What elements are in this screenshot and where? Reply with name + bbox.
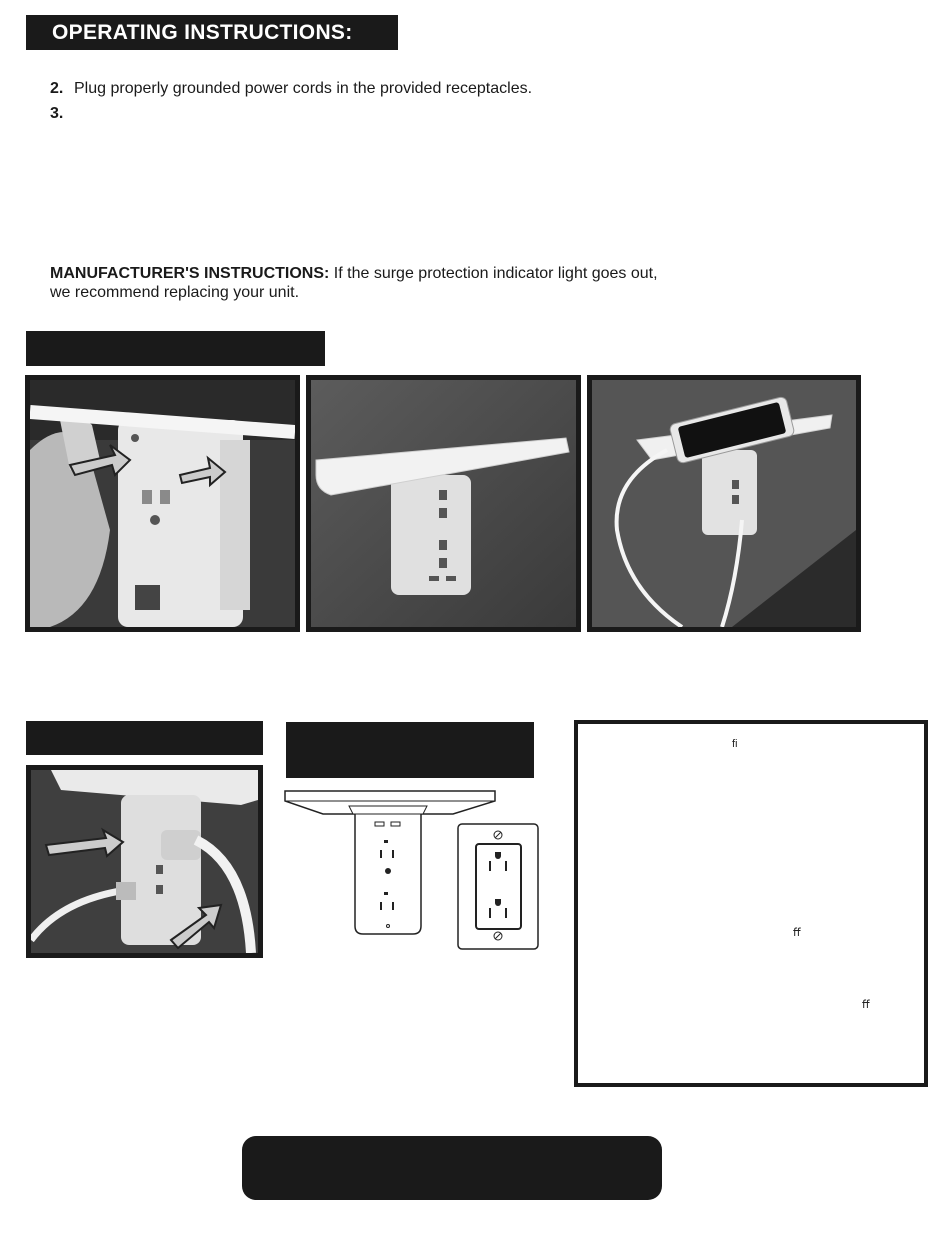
manufacturer-text-line1: If the surge protection indicator light goes out,: [329, 265, 658, 282]
ligature-fi: ﬁ: [732, 738, 738, 750]
step-2-text: Plug properly grounded power cords in the provided receptacles.: [74, 80, 533, 97]
step-2-number: 2.: [50, 80, 64, 97]
step-3: [50, 105, 74, 123]
info-callout-box: [574, 720, 928, 1087]
section-header-installation: [26, 331, 325, 366]
section-header-diagram: [286, 722, 534, 778]
photo-installing-unit: [25, 375, 300, 632]
page-title: OPERATING INSTRUCTIONS:: [26, 15, 398, 50]
ligature-ff-1: ﬀ: [793, 927, 801, 939]
manufacturer-instructions: [50, 264, 770, 302]
outlet-diagram: [283, 786, 543, 951]
photo-unit-with-plugs: [26, 765, 263, 958]
footer-banner: [242, 1136, 662, 1200]
step-3-number: 3.: [50, 105, 64, 122]
photo-shelf-mounted: [306, 375, 581, 632]
manufacturer-text-line2: we recommend replacing your unit.: [50, 284, 300, 301]
photo-phone-charging: [587, 375, 861, 632]
ligature-ff-2: ﬀ: [862, 999, 870, 1011]
manufacturer-label: MANUFACTURER'S INSTRUCTIONS:: [50, 265, 330, 282]
section-header-removal: [26, 721, 263, 755]
step-2: [50, 80, 532, 98]
